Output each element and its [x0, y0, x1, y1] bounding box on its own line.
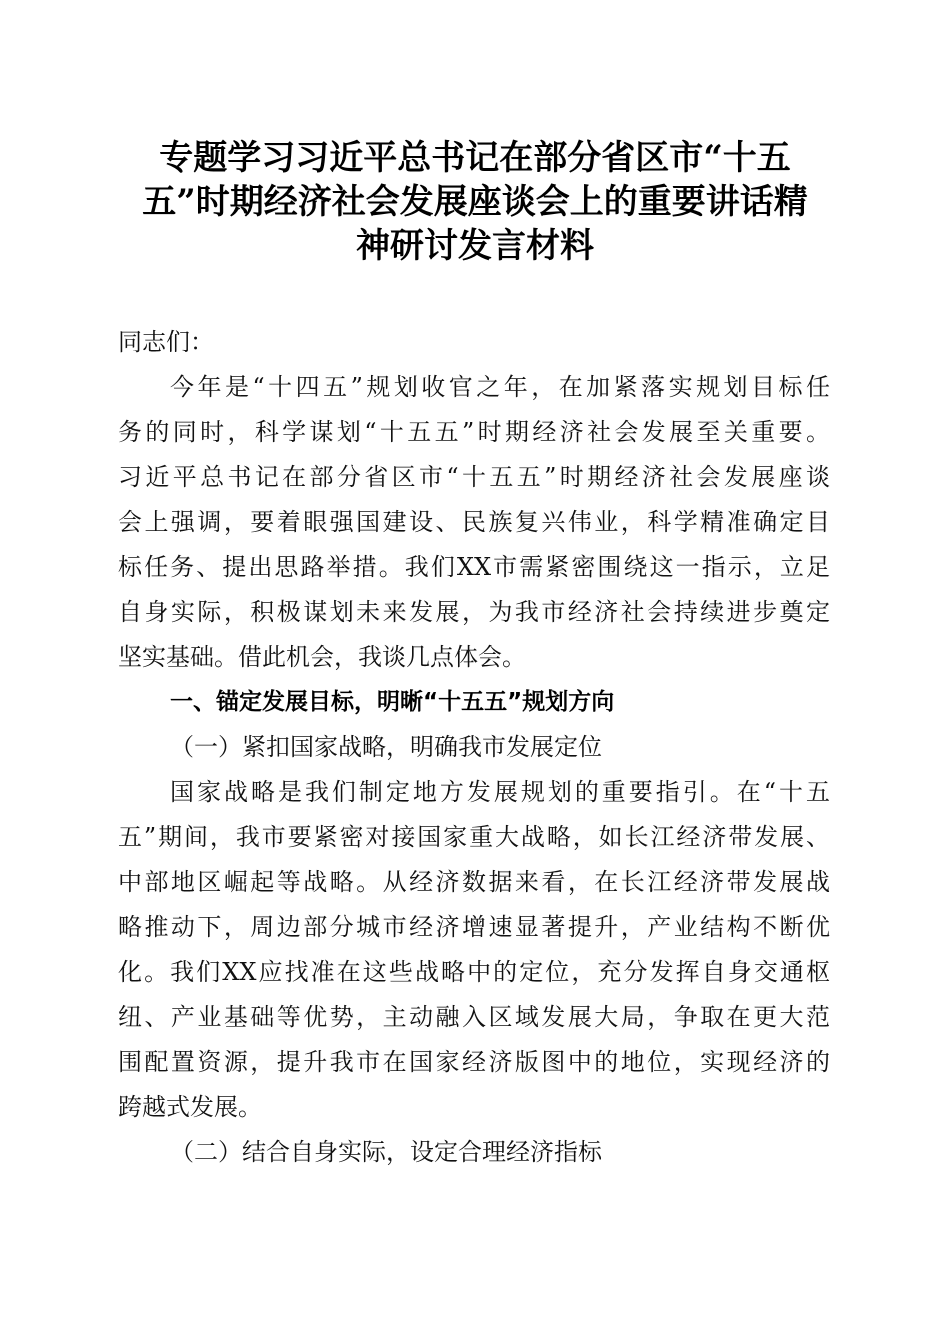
subsection-1-line-1: 国家战略是我们制定地方发展规划的重要指引。在“十五 — [170, 778, 830, 806]
subsection-1-line-8: 跨越式发展。 — [118, 1093, 262, 1121]
title-line-3: 神研讨发言材料 — [356, 226, 594, 266]
intro-paragraph — [118, 365, 830, 680]
subsection-heading-1: （一）紧扣国家战略，明确我市发展定位 — [170, 733, 602, 761]
salutation: 同志们： — [118, 328, 214, 356]
subsection-1-paragraph — [118, 770, 830, 1130]
intro-line-2: 务的同时，科学谋划“十五五”时期经济社会发展至关重要。 — [118, 418, 830, 446]
intro-line-6: 自身实际，积极谋划未来发展，为我市经济社会持续进步奠定 — [118, 598, 830, 626]
subsection-1-line-5: 化。我们XX应找准在这些战略中的定位，充分发挥自身交通枢 — [118, 958, 830, 986]
title-line-1: 专题学习习近平总书记在部分省区市“十五 — [159, 138, 791, 178]
subsection-heading-2: （二）结合自身实际，设定合理经济指标 — [170, 1138, 602, 1166]
subsection-1-line-7: 围配置资源，提升我市在国家经济版图中的地位，实现经济的 — [118, 1048, 830, 1076]
intro-line-1: 今年是“十四五”规划收官之年，在加紧落实规划目标任 — [170, 373, 830, 401]
subsection-1-line-4: 略推动下，周边部分城市经济增速显著提升，产业结构不断优 — [118, 913, 830, 941]
section-heading-1: 一、锚定发展目标，明晰“十五五”规划方向 — [170, 689, 615, 715]
intro-line-4: 会上强调，要着眼强国建设、民族复兴伟业，科学精准确定目 — [118, 508, 830, 536]
document-title — [120, 136, 830, 268]
subsection-1-line-6: 纽、产业基础等优势，主动融入区域发展大局，争取在更大范 — [118, 1003, 830, 1031]
intro-line-3: 习近平总书记在部分省区市“十五五”时期经济社会发展座谈 — [118, 463, 830, 491]
intro-line-7: 坚实基础。借此机会，我谈几点体会。 — [118, 643, 526, 671]
subsection-1-line-2: 五”期间，我市要紧密对接国家重大战略，如长江经济带发展、 — [118, 823, 830, 851]
document-body — [118, 320, 830, 1175]
intro-line-5: 标任务、提出思路举措。我们XX市需紧密围绕这一指示，立足 — [118, 553, 830, 581]
title-line-2: 五”时期经济社会发展座谈会上的重要讲话精 — [142, 182, 808, 222]
subsection-1-line-3: 中部地区崛起等战略。从经济数据来看，在长江经济带发展战 — [118, 868, 830, 896]
